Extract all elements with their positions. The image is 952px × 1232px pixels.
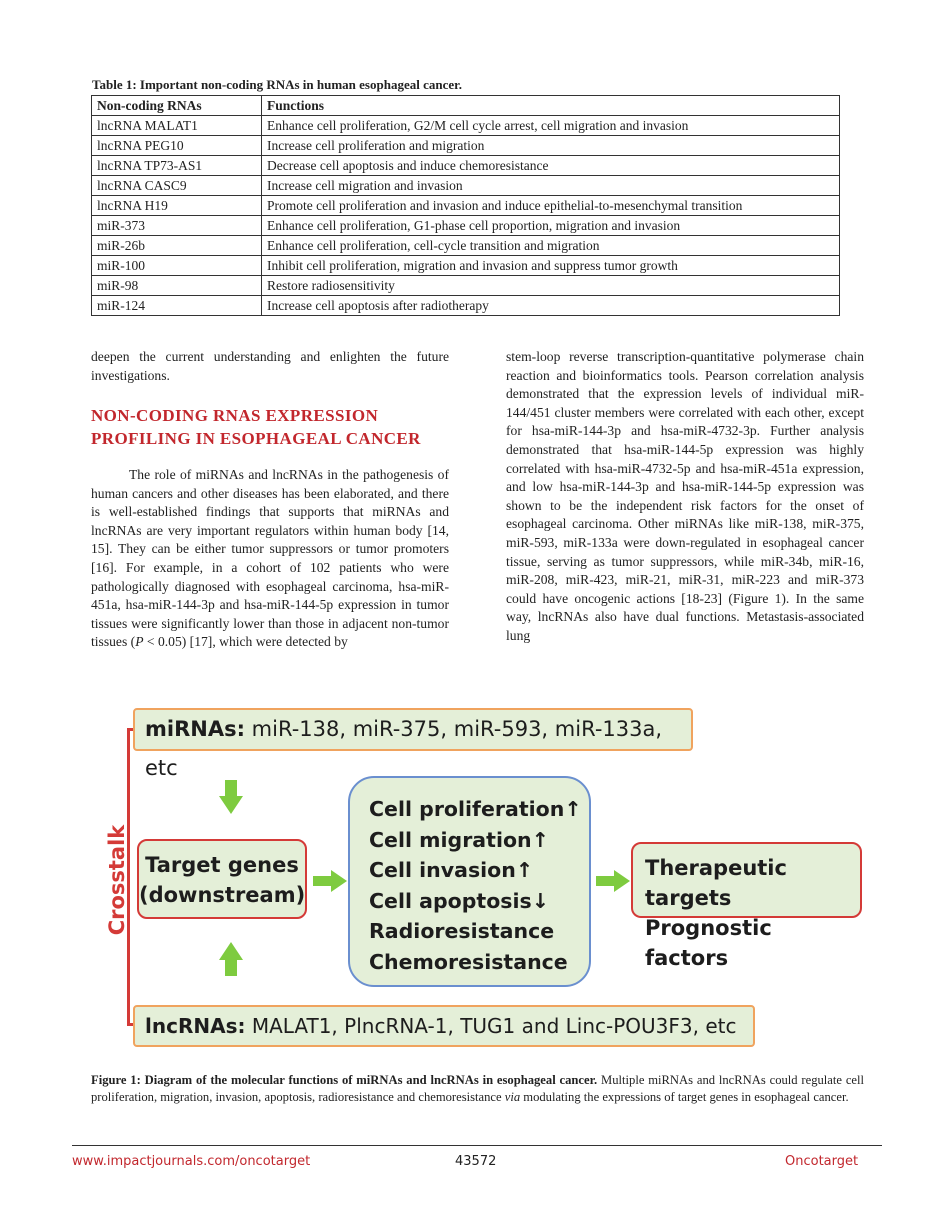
paragraph-text: < 0.05) [17], which were detected by [143, 634, 348, 650]
target-line: Target genes [145, 853, 299, 877]
figure-caption-text: Multiple miRNAs and lncRNAs could regulate cell proliferation, migration, invasion, apoptosis, radioresistance and chemoresistance [91, 1073, 864, 1104]
figure-caption-title: Figure 1: Diagram of the molecular functions of miRNAs and lncRNAs in esophageal cancer. [91, 1073, 598, 1087]
table-row [92, 276, 840, 296]
effect-item: Cell invasion↑ [369, 858, 534, 882]
effect-item: Cell migration↑ [369, 827, 549, 852]
figure-caption-via: via [504, 1090, 521, 1104]
page-number: 43572 [455, 1154, 497, 1169]
effect-item: Chemoresistance [369, 949, 568, 974]
table-row [92, 116, 840, 136]
table-row [92, 236, 840, 256]
target-genes-box [137, 839, 307, 919]
table-cell: miR-100 [92, 256, 262, 276]
table-row [92, 136, 840, 156]
table-caption: Table 1: Important non-coding RNAs in human esophageal cancer. [92, 77, 462, 92]
table-header-cell: Non-coding RNAs [92, 96, 262, 116]
table-cell: lncRNA TP73-AS1 [92, 156, 262, 176]
mirnas-list: miR-138, miR-375, miR-593, miR-133a, etc [145, 717, 663, 780]
right-arrow-icon [313, 870, 347, 892]
table-cell: miR-26b [92, 236, 262, 256]
table-cell: miR-98 [92, 276, 262, 296]
effect-item: Radioresistance [369, 919, 555, 943]
up-arrow-icon [219, 942, 243, 978]
outcome-line: Therapeutic targets [645, 856, 787, 910]
table-cell: Increase cell apoptosis after radiotherapy [262, 296, 840, 316]
table-cell: Decrease cell apoptosis and induce chemoresistance [262, 156, 840, 176]
journal-name: Oncotarget [785, 1154, 859, 1169]
figure-caption-text: modulating the expressions of target genes in esophageal cancer. [520, 1090, 849, 1104]
section-heading: NON-CODING RNAS EXPRESSION PROFILING IN ESOPHAGEAL CANCER [91, 406, 421, 448]
left-column-paragraph [91, 466, 449, 652]
effect-item: Cell proliferation↑ [369, 797, 582, 821]
outcome-line: Prognostic factors [645, 916, 772, 970]
table-cell: miR-124 [92, 296, 262, 316]
table-row [92, 216, 840, 236]
table-cell: Increase cell migration and invasion [262, 176, 840, 196]
mirnas-box [133, 708, 693, 780]
right-arrow-icon [596, 870, 630, 892]
left-column-continuation: deepen the current understanding and enlighten the future investigations. [91, 349, 449, 383]
lncrnas-box [133, 1005, 755, 1047]
p-value-symbol: P [135, 634, 144, 650]
table-cell: lncRNA CASC9 [92, 176, 262, 196]
down-arrow-icon [219, 780, 243, 816]
table-row [92, 296, 840, 316]
effect-item: Cell apoptosis↓ [369, 888, 549, 913]
table-header-row [92, 96, 840, 116]
figure-caption [91, 1072, 864, 1106]
table-cell: Inhibit cell proliferation, migration and invasion and suppress tumor growth [262, 256, 840, 276]
table-cell: Enhance cell proliferation, G2/M cell cycle arrest, cell migration and invasion [262, 116, 840, 136]
table-row [92, 196, 840, 216]
table-cell: Enhance cell proliferation, G1-phase cell proportion, migration and invasion [262, 216, 840, 236]
table-cell: Restore radiosensitivity [262, 276, 840, 296]
table-row [92, 156, 840, 176]
outcomes-box [631, 842, 862, 970]
right-column-paragraph: stem-loop reverse transcription-quantitative polymerase chain reaction and bioinformatics tools. Pearson correlation analysis demonstrated that the expression levels of individual miR-144/451 cluster members were correlated with each other, except for hsa-miR-144-3p and hsa-miR-4732-3p. Further analysis demonstrated that hsa-miR-144-5p expression was highly correlated with hsa-miR-4732-5p and hsa-miR-451a expression, and low hsa-miR-144-3p and hsa-miR-144-5p expression was shown to be the independent risk factors for the onset of esophageal carcinoma. Other miRNAs like miR-138, miR-375, miR-593, miR-133a were down-regulated in esophageal cancer tissue, serving as tumor suppressors, while miR-34b, miR-16, miR-208, miR-423, miR-21, miR-31, miR-223 and miR-373 could have oncogenic actions [18-23] (Figure 1). In the same way, lncRNAs also have dual functions. Metastasis-associated lung [506, 349, 864, 643]
lncrnas-label: lncRNAs: [145, 1014, 246, 1038]
crosstalk-label: Crosstalk [105, 824, 129, 936]
table-cell: lncRNA PEG10 [92, 136, 262, 156]
table-cell: lncRNA MALAT1 [92, 116, 262, 136]
figure-1-diagram [95, 700, 875, 1060]
cellular-effects-box [348, 776, 591, 987]
lncrnas-list: MALAT1, PlncRNA-1, TUG1 and Linc-POU3F3, etc [245, 1014, 737, 1038]
table-cell: Increase cell proliferation and migration [262, 136, 840, 156]
target-line: (downstream) [139, 883, 306, 907]
ncrna-table [91, 95, 840, 316]
table-cell: Promote cell proliferation and invasion and induce epithelial-to-mesenchymal transition [262, 196, 840, 216]
table-cell: Enhance cell proliferation, cell-cycle transition and migration [262, 236, 840, 256]
table-row [92, 176, 840, 196]
footer-url-link[interactable]: www.impactjournals.com/oncotarget [72, 1154, 311, 1169]
mirnas-label: miRNAs: [145, 717, 245, 741]
table-row [92, 256, 840, 276]
table-cell: lncRNA H19 [92, 196, 262, 216]
footer-divider [72, 1145, 882, 1146]
table-header-cell: Functions [262, 96, 840, 116]
table-cell: miR-373 [92, 216, 262, 236]
paragraph-text: The role of miRNAs and lncRNAs in the pathogenesis of human cancers and other diseases has been elaborated, and there is well-established findings that supports that miRNAs and lncRNAs are very important regulators within human body [14, 15]. They can be either tumor suppressors or tumor promoters [16]. For example, in a cohort of 102 patients who were pathologically diagnosed with esophageal carcinoma, hsa-miR-451a, hsa-miR-144-3p and hsa-miR-144-5p expression in tumor tissues were significantly lower than those in adjacent non-tumor tissues ( [91, 467, 449, 650]
